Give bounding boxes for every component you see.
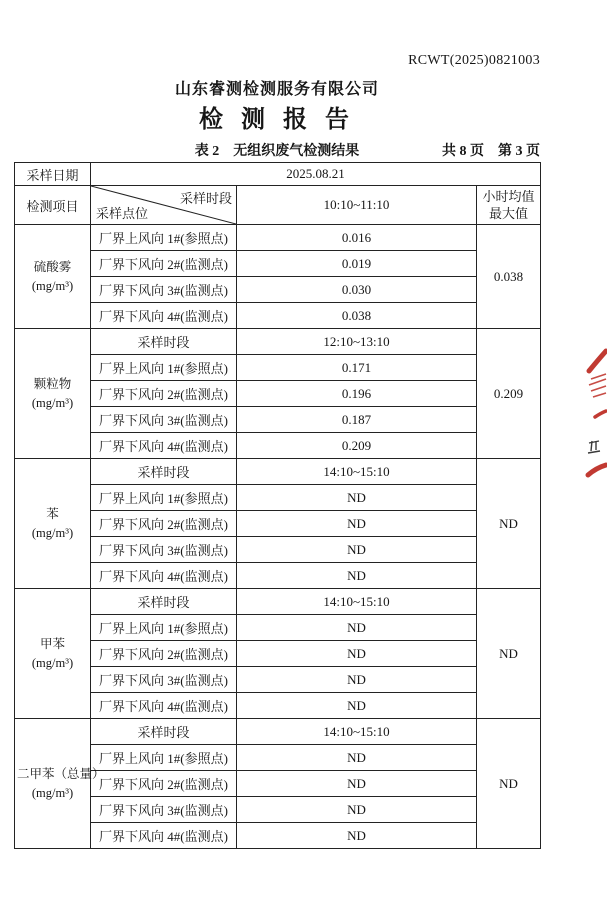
point-cell: 厂界上风向 1#(参照点)	[91, 355, 237, 381]
table-row	[15, 667, 541, 693]
section-name: 颗粒物	[33, 377, 72, 392]
value-cell: ND	[237, 615, 477, 641]
value-cell: ND	[237, 537, 477, 563]
section-name-cell	[15, 459, 91, 589]
table-row	[15, 355, 541, 381]
point-cell: 厂界上风向 1#(参照点)	[91, 485, 237, 511]
value-cell: ND	[237, 693, 477, 719]
diagonal-top-label: 采样时段	[179, 191, 232, 206]
point-cell: 厂界下风向 4#(监测点)	[91, 563, 237, 589]
table-row	[15, 433, 541, 459]
table-row	[15, 537, 541, 563]
table-row	[15, 251, 541, 277]
section-name-cell	[15, 589, 91, 719]
section-name: 二甲苯（总量）	[17, 767, 105, 782]
value-cell: 0.016	[237, 225, 477, 251]
value-cell: ND	[237, 797, 477, 823]
max-value-cell: ND	[477, 589, 541, 719]
value-cell: ND	[237, 745, 477, 771]
point-cell: 厂界下风向 4#(监测点)	[91, 693, 237, 719]
point-cell: 厂界下风向 2#(监测点)	[91, 771, 237, 797]
table-row	[15, 693, 541, 719]
table-row	[15, 823, 541, 849]
diagonal-header-cell	[91, 186, 237, 225]
table-row	[15, 485, 541, 511]
table-row	[15, 163, 541, 186]
table-row	[15, 225, 541, 251]
table-row	[15, 329, 541, 355]
value-cell: 0.038	[237, 303, 477, 329]
period-value-cell: 14:10~15:10	[237, 589, 477, 615]
point-cell: 厂界下风向 2#(监测点)	[91, 381, 237, 407]
company-name: 山东睿测检测服务有限公司	[174, 81, 379, 98]
date-value-cell: 2025.08.21	[91, 163, 541, 186]
period-label-cell: 采样时段	[91, 459, 237, 485]
point-cell: 厂界下风向 2#(监测点)	[91, 641, 237, 667]
period-header-cell: 10:10~11:10	[237, 186, 477, 225]
table-row	[15, 615, 541, 641]
section-name-cell	[15, 225, 91, 329]
section-unit: (mg/m³)	[31, 525, 74, 540]
value-cell: ND	[237, 485, 477, 511]
table-row	[15, 563, 541, 589]
report-number: RCWT(2025)0821003	[408, 53, 540, 68]
table-row	[15, 186, 541, 225]
results-table	[14, 162, 541, 849]
point-cell: 厂界下风向 4#(监测点)	[91, 433, 237, 459]
table-row	[15, 589, 541, 615]
max-value-cell: 0.038	[477, 225, 541, 329]
point-cell: 厂界下风向 4#(监测点)	[91, 303, 237, 329]
table-row	[15, 459, 541, 485]
value-cell: 0.196	[237, 381, 477, 407]
section-unit: (mg/m³)	[31, 395, 74, 410]
table-row	[15, 407, 541, 433]
point-cell: 厂界下风向 3#(监测点)	[91, 277, 237, 303]
point-cell: 厂界下风向 3#(监测点)	[91, 407, 237, 433]
table-row	[15, 719, 541, 745]
point-cell: 厂界下风向 3#(监测点)	[91, 667, 237, 693]
report-title: 检 测 报 告	[199, 107, 355, 133]
max-value-cell: ND	[477, 459, 541, 589]
table-row	[15, 277, 541, 303]
stamp-fragment-icon	[583, 347, 607, 487]
value-cell: 0.209	[237, 433, 477, 459]
date-label-cell: 采样日期	[15, 163, 91, 186]
max-value-cell: ND	[477, 719, 541, 849]
section-name: 硫酸雾	[33, 260, 72, 275]
section-unit: (mg/m³)	[31, 785, 74, 800]
value-cell: ND	[237, 563, 477, 589]
table-row	[15, 641, 541, 667]
max-header-cell	[477, 186, 541, 225]
section-unit: (mg/m³)	[31, 655, 74, 670]
value-cell: 0.019	[237, 251, 477, 277]
max-header-line2: 最大值	[489, 206, 529, 221]
value-cell: ND	[237, 511, 477, 537]
table-row	[15, 303, 541, 329]
point-cell: 厂界上风向 1#(参照点)	[91, 225, 237, 251]
value-cell: ND	[237, 641, 477, 667]
period-label-cell: 采样时段	[91, 589, 237, 615]
value-cell: ND	[237, 823, 477, 849]
table-row	[15, 511, 541, 537]
point-cell: 厂界下风向 2#(监测点)	[91, 251, 237, 277]
point-cell: 厂界下风向 3#(监测点)	[91, 537, 237, 563]
max-value-cell: 0.209	[477, 329, 541, 459]
value-cell: ND	[237, 667, 477, 693]
period-label-cell: 采样时段	[91, 719, 237, 745]
point-cell: 厂界下风向 2#(监测点)	[91, 511, 237, 537]
value-cell: 0.171	[237, 355, 477, 381]
max-header-line1: 小时均值	[482, 189, 535, 204]
section-name-cell	[15, 719, 105, 849]
page-indicator: 共 8 页 第 3 页	[442, 144, 540, 159]
section-name-cell	[15, 329, 91, 459]
period-value-cell: 14:10~15:10	[237, 459, 477, 485]
point-cell: 厂界下风向 3#(监测点)	[91, 797, 237, 823]
period-value-cell: 14:10~15:10	[237, 719, 477, 745]
table-caption: 表 2 无组织废气检测结果	[194, 144, 360, 159]
table-row	[15, 797, 541, 823]
point-cell: 厂界上风向 1#(参照点)	[91, 745, 237, 771]
period-value-cell: 12:10~13:10	[237, 329, 477, 355]
report-content	[14, 53, 540, 849]
value-cell: 0.030	[237, 277, 477, 303]
table-caption-line	[14, 140, 540, 158]
section-unit: (mg/m³)	[31, 278, 74, 293]
section-name: 苯	[46, 507, 59, 522]
point-cell: 厂界下风向 4#(监测点)	[91, 823, 237, 849]
diagonal-bottom-label: 采样点位	[96, 206, 149, 221]
value-cell: 0.187	[237, 407, 477, 433]
value-cell: ND	[237, 771, 477, 797]
section-name: 甲苯	[39, 637, 65, 652]
item-label-cell: 检测项目	[15, 186, 91, 225]
table-row	[15, 381, 541, 407]
point-cell: 厂界上风向 1#(参照点)	[91, 615, 237, 641]
period-label-cell: 采样时段	[91, 329, 237, 355]
